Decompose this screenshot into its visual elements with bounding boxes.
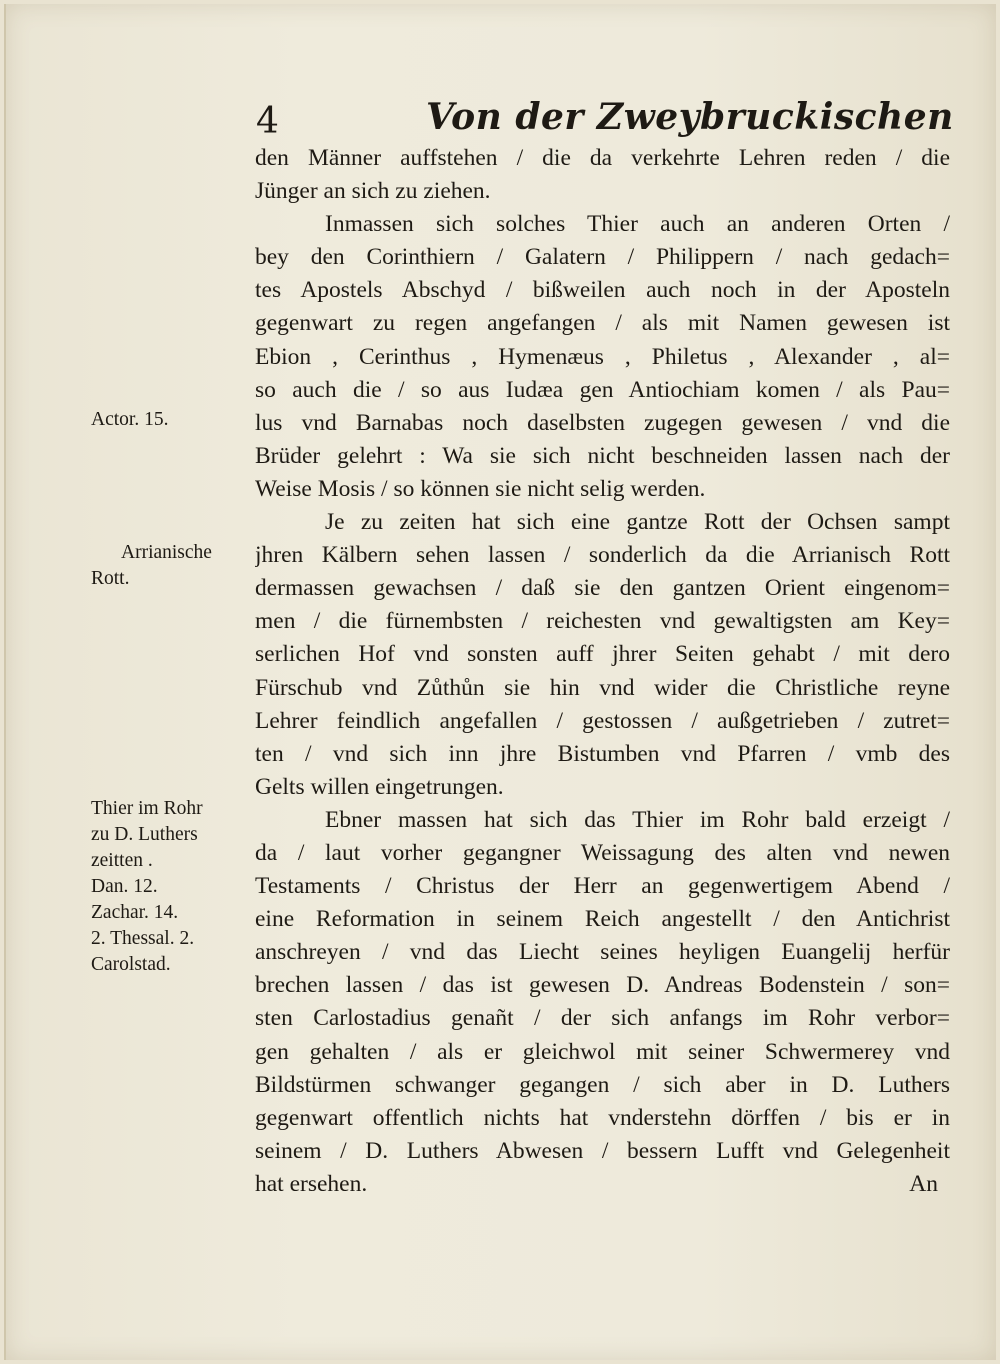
text-line: tes Apostels Abschyd / bißweilen auch noch in der Aposteln [255,277,950,304]
text-line: Je zu zeiten hat sich eine gantze Rott der Ochsen sampt [325,509,950,536]
text-line: so auch die / so aus Iudæa gen Antiochiam komen / als Pau= [255,376,950,403]
text-line: Ebion , Cerinthus , Hymenæus , Philetus , Alexander , al= [255,343,950,370]
text-line: Brüder gelehrt : Wa sie sich nicht beschneiden lassen nach der [255,442,950,469]
text-line: eine Reformation in seinem Reich angestellt / den Antichrist [255,906,950,933]
text-line: Lehrer feindlich angefallen / gestossen / außgetrieben / zutret= [255,707,950,734]
page-number: 4 [256,101,279,142]
text-line: Testaments / Christus der Herr an gegenwertigem Abend / [255,873,950,900]
margin-note-line: Arrianische [121,542,212,563]
text-line: gegenwart zu regen angefangen / als mit Namen gewesen ist [255,310,950,337]
text-line: brechen lassen / das ist gewesen D. Andreas Bodenstein / son= [255,972,950,999]
text-line: den Männer auffstehen / die da verkehrte Lehren reden / die [255,145,950,171]
text-line: anschreyen / vnd das Liecht seines heyligen Euangelij herfür [255,939,950,966]
text-line: Ebner massen hat sich das Thier im Rohr bald erzeigt / [325,806,950,833]
text-line: seinem / D. Luthers Abwesen / bessern Lufft vnd Gelegenheit [255,1137,950,1164]
text-line: Gelts willen eingetrungen. [255,773,504,800]
text-line: Weise Mosis / so können sie nicht selig werden. [255,475,706,502]
text-line: dermassen gewachsen / daß sie den gantzen Orient eingenom= [255,575,950,602]
margin-note-line: Carolstad. [91,954,171,975]
running-title: Von der Zweybruckischen [426,96,954,138]
margin-note-arrianische [91,540,281,592]
text-line: lus vnd Barnabas noch daselbsten zugegen gewesen / vnd die [255,409,950,436]
margin-note-line: Zachar. 14. [91,902,179,923]
last-line [255,1168,950,1201]
text-line: ten / vnd sich inn jhre Bistumben vnd Pfarren / vmb des [255,740,950,767]
margin-note-actor [91,407,251,433]
text-line: men / die fürnembsten / reichesten vnd gewaltigsten am Key= [255,608,950,635]
margin-note-line: Thier im Rohr [91,798,203,819]
text-line: gen gehalten / als er gleichwol mit seiner Schwermerey vnd [255,1038,950,1065]
text-line: Inmassen sich solches Thier auch an anderen Orten / [325,211,950,238]
text-line: hat ersehen. [255,1170,368,1197]
text-line: bey den Corinthiern / Galatern / Philippern / nach gedach= [255,244,950,271]
margin-note-line: zeitten . [91,850,153,871]
margin-note-line: Actor. 15. [91,409,169,430]
text-line: da / laut vorher gegangner Weissagung des alten vnd newen [255,839,950,866]
text-line: serlichen Hof vnd sonsten auff jhrer Seiten gehabt / mit dero [255,641,950,668]
book-page [4,4,996,1360]
text-line: gegenwart offentlich nichts hat vnderstehn dörffen / bis er in [255,1104,950,1131]
text-line: Jünger an sich zu ziehen. [255,178,491,205]
catchword: An [909,1170,938,1197]
margin-note-line: Dan. 12. [91,876,158,897]
margin-note-line: Rott. [91,568,130,589]
text-line: Fürschub vnd Zůthůn sie hin vnd wider die Christliche reyne [255,674,950,701]
margin-note-thier [91,796,251,978]
text-line: jhren Kälbern sehen lassen / sonderlich da die Arrianisch Rott [255,542,950,569]
text-line: sten Carlostadius genañt / der sich anfangs im Rohr verbor= [255,1005,950,1032]
text-line: Bildstürmen schwanger gegangen / sich aber in D. Luthers [255,1071,950,1098]
margin-note-line: 2. Thessal. 2. [91,928,195,949]
margin-note-line: zu D. Luthers [91,824,198,845]
main-text-block [255,142,950,1201]
